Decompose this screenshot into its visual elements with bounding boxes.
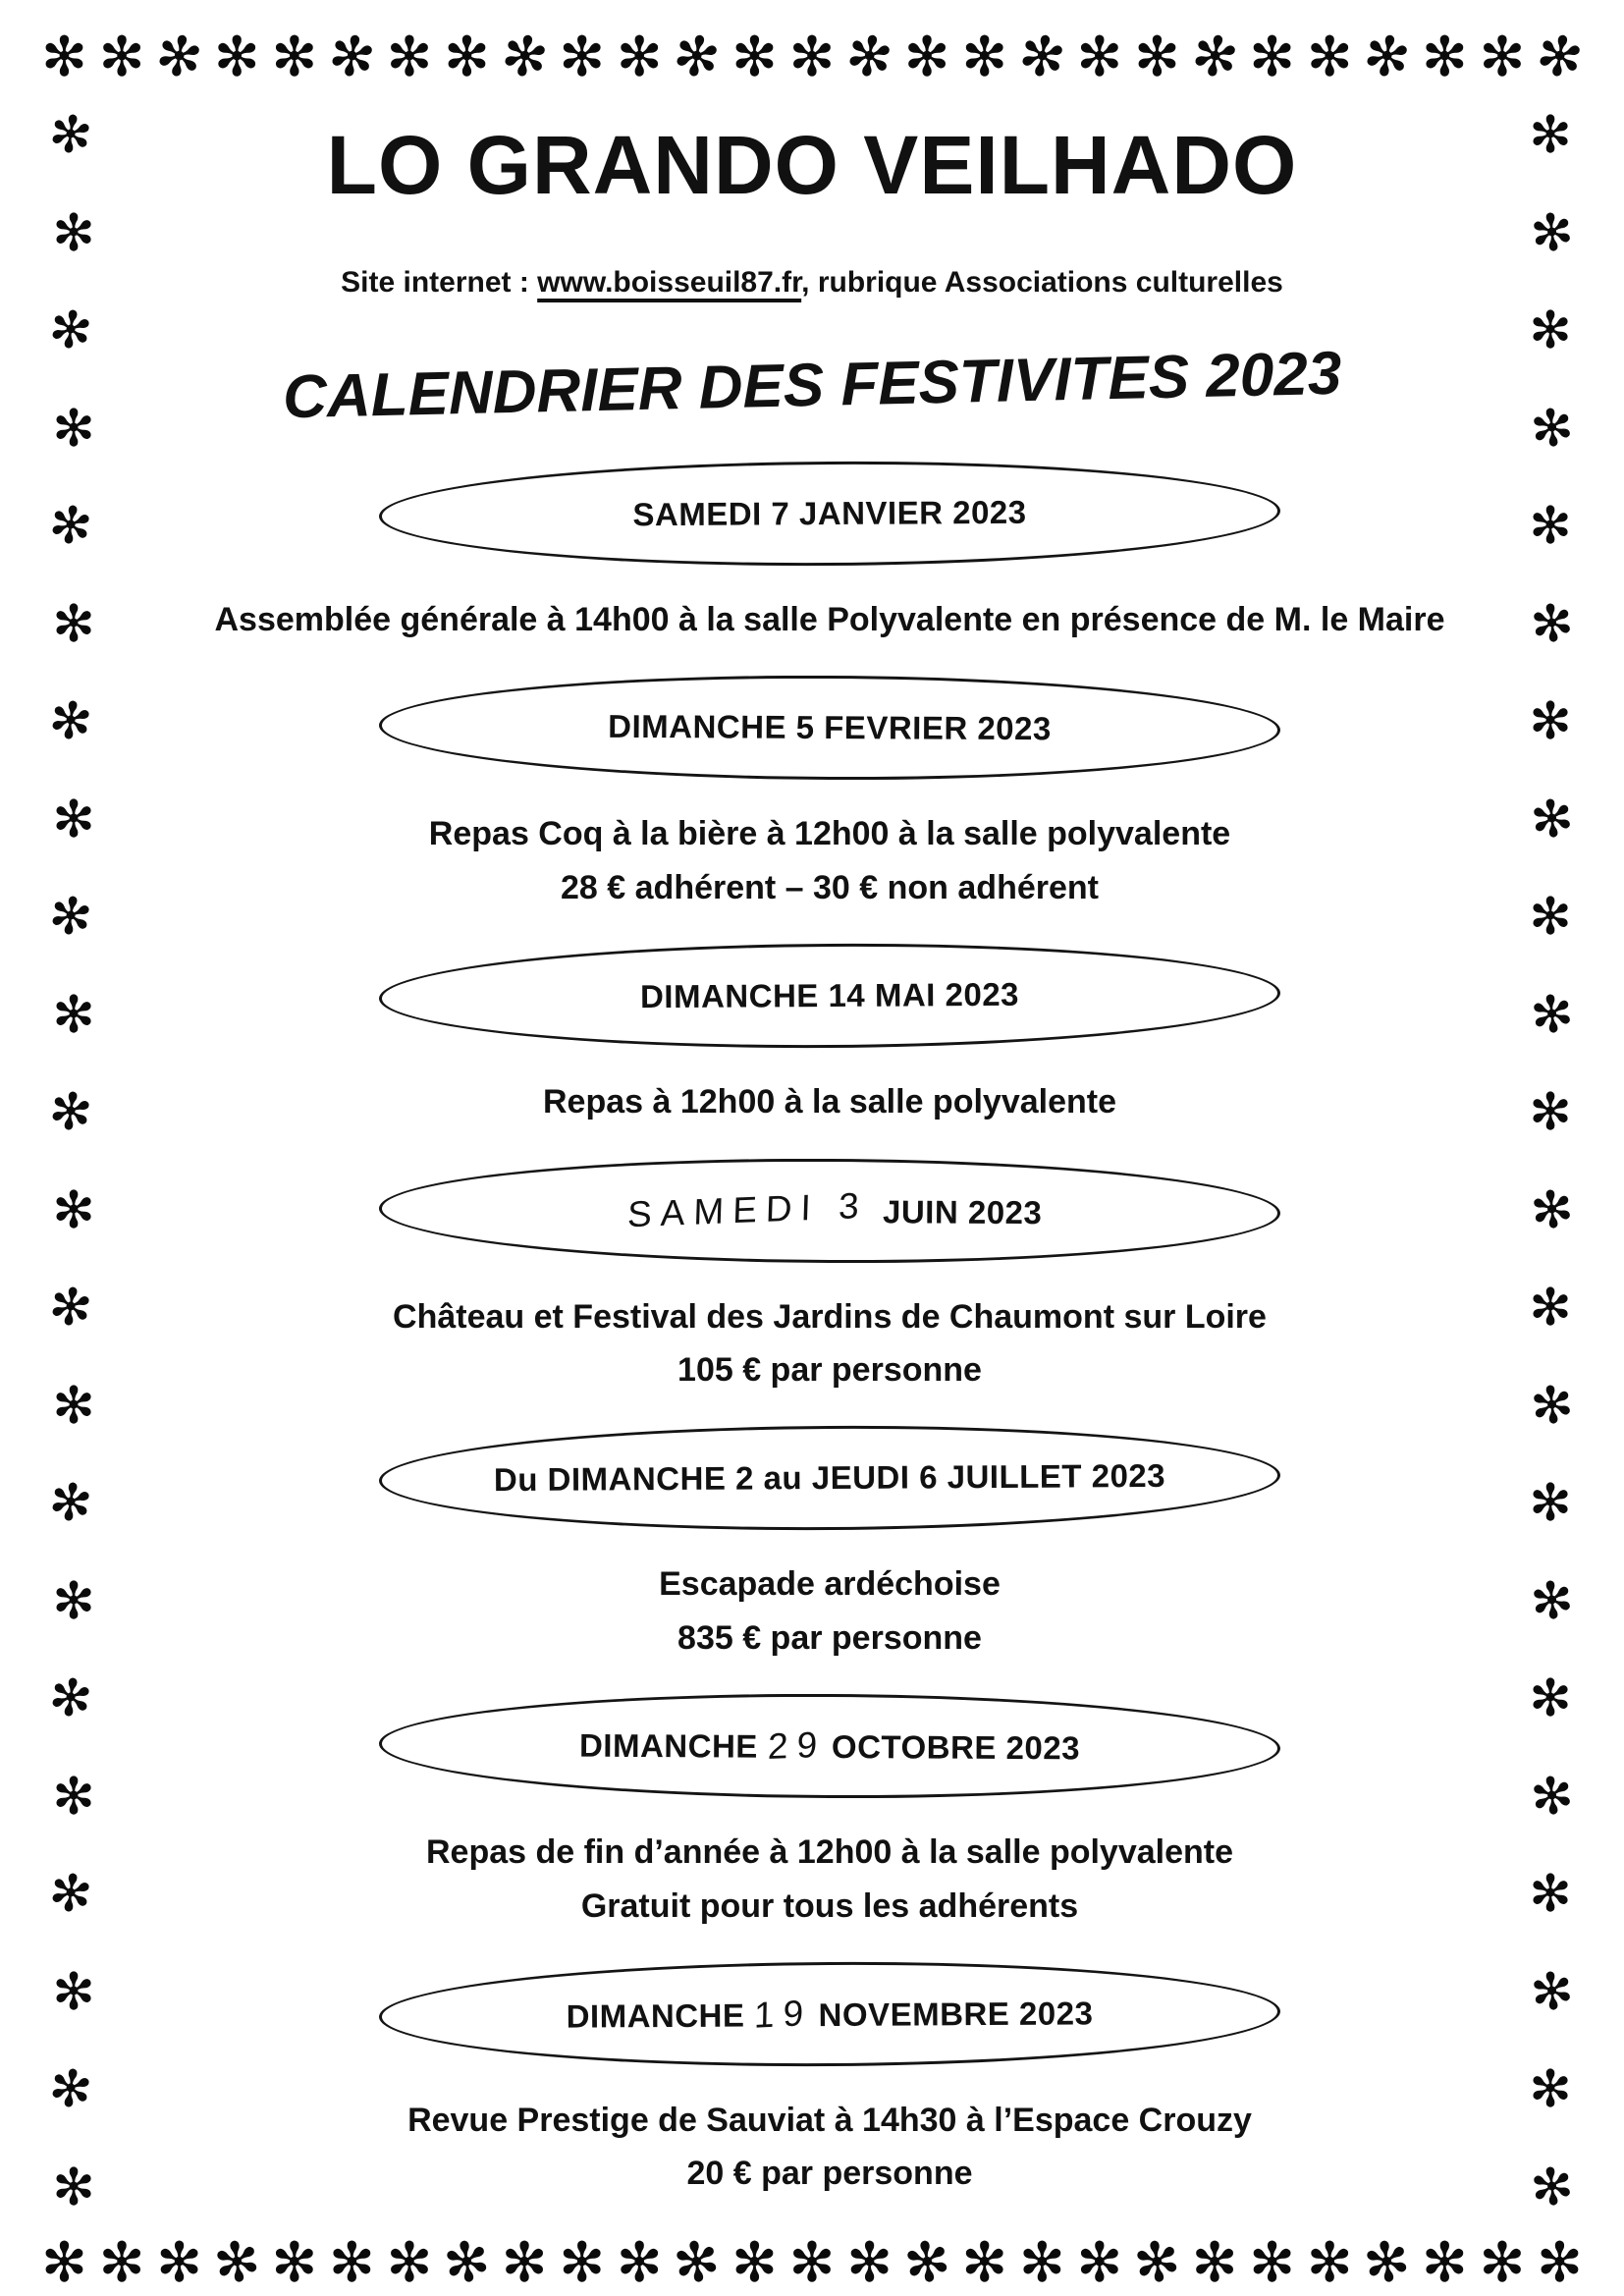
- flower-ornament-icon: ✻: [1528, 398, 1577, 460]
- event-date-oval: [379, 1959, 1281, 2069]
- flower-ornament-icon: ✻: [45, 690, 96, 753]
- flower-ornament-icon: ✻: [1133, 26, 1180, 87]
- event-date-text: [640, 976, 1019, 1015]
- flower-ornament-icon: ✻: [52, 400, 95, 458]
- flower-ornament-icon: ✻: [669, 22, 726, 91]
- flower-ornament-icon: ✻: [1528, 1179, 1577, 1241]
- flower-ornament-icon: ✻: [45, 1667, 96, 1731]
- flower-ornament-icon: ✻: [439, 2228, 495, 2296]
- flower-ornament-icon: ✻: [788, 2231, 836, 2293]
- printed-date-part: DIMANCHE 14 MAI 2023: [639, 975, 1020, 1015]
- flower-ornament-icon: ✻: [1528, 789, 1577, 850]
- flower-ornament-icon: ✻: [1529, 693, 1572, 751]
- flower-ornament-icon: ✻: [1529, 1280, 1572, 1338]
- flower-ornament-icon: ✻: [1528, 2157, 1577, 2218]
- flower-border-left: [43, 104, 104, 2216]
- site-line-suffix: , rubrique Associations culturelles: [801, 266, 1283, 299]
- flower-ornament-icon: ✻: [151, 22, 208, 91]
- flower-ornament-icon: ✻: [45, 495, 96, 558]
- flower-ornament-icon: ✻: [52, 204, 95, 262]
- flower-ornament-icon: ✻: [156, 2231, 203, 2293]
- flower-ornament-icon: ✻: [1528, 593, 1577, 655]
- event-text-line: Repas de fin d’année à 12h00 à la salle polyvalente: [425, 1833, 1234, 1872]
- flower-ornament-icon: ✻: [1529, 889, 1572, 947]
- flower-ornament-icon: ✻: [961, 26, 1008, 87]
- event-date-oval: [379, 459, 1281, 569]
- flower-ornament-icon: ✻: [52, 595, 95, 653]
- flower-ornament-icon: ✻: [1249, 26, 1296, 87]
- flower-ornament-icon: ✻: [1421, 2231, 1468, 2293]
- event-text-line: 105 € par personne: [677, 1350, 982, 1389]
- flower-ornament-icon: ✻: [1529, 1475, 1572, 1533]
- flower-ornament-icon: ✻: [52, 1181, 95, 1239]
- flower-ornament-icon: ✻: [1529, 1084, 1572, 1142]
- website-url: www.boisseuil87.fr: [537, 266, 802, 299]
- event-text-line: 835 € par personne: [677, 1618, 982, 1657]
- flower-ornament-icon: ✻: [45, 1081, 96, 1144]
- event-block: [155, 1665, 1504, 1933]
- flower-ornament-icon: ✻: [52, 986, 95, 1044]
- flower-ornament-icon: ✻: [98, 2231, 145, 2293]
- flower-ornament-icon: ✻: [52, 1963, 95, 2021]
- flower-ornament-icon: ✻: [731, 26, 778, 87]
- flower-ornament-icon: ✻: [213, 26, 260, 87]
- flower-ornament-icon: ✻: [209, 2228, 264, 2296]
- event-date-oval: [379, 1692, 1281, 1801]
- flower-ornament-icon: ✻: [1249, 2231, 1296, 2293]
- flower-ornament-icon: ✻: [1359, 22, 1416, 91]
- event-date-oval: [379, 941, 1281, 1051]
- flower-ornament-icon: ✻: [1528, 1961, 1577, 2023]
- flower-ornament-icon: ✻: [731, 2231, 778, 2293]
- printed-date-part: DIMANCHE: [578, 1726, 758, 1765]
- event-lines: [215, 593, 1445, 646]
- flower-ornament-icon: ✻: [1529, 1670, 1572, 1728]
- flower-ornament-icon: ✻: [788, 26, 836, 87]
- flower-ornament-icon: ✻: [1529, 2061, 1572, 2119]
- flower-ornament-icon: ✻: [1532, 22, 1589, 91]
- event-text-line: Repas à 12h00 à la salle polyvalente: [543, 1083, 1116, 1121]
- flower-ornament-icon: ✻: [1528, 1375, 1577, 1437]
- flower-ornament-icon: ✻: [961, 2231, 1008, 2293]
- flower-ornament-icon: ✻: [45, 886, 96, 949]
- event-date-text: [608, 708, 1052, 747]
- flower-ornament-icon: ✻: [1360, 2228, 1415, 2296]
- printed-date-part: OCTOBRE 2023: [831, 1728, 1081, 1767]
- event-lines: [429, 807, 1230, 914]
- flower-ornament-icon: ✻: [444, 26, 490, 87]
- flower-ornament-icon: ✻: [41, 26, 87, 87]
- event-block: [155, 646, 1504, 914]
- flower-ornament-icon: ✻: [41, 2231, 87, 2293]
- flower-ornament-icon: ✻: [616, 26, 663, 87]
- event-date-text: [632, 494, 1026, 533]
- event-text-line: 20 € par personne: [686, 2155, 973, 2193]
- flower-ornament-icon: ✻: [1528, 1766, 1577, 1828]
- event-date-oval: [379, 1424, 1281, 1534]
- flower-ornament-icon: ✻: [1529, 1866, 1572, 1924]
- events-list: [155, 462, 1504, 2201]
- event-date-oval: [379, 674, 1281, 783]
- event-lines: [543, 1075, 1116, 1128]
- event-date-text: [618, 1184, 1043, 1234]
- flower-ornament-icon: ✻: [899, 2228, 954, 2296]
- flower-ornament-icon: ✻: [1479, 26, 1526, 87]
- flyer-content: [137, 106, 1487, 2241]
- event-block: [155, 1396, 1504, 1665]
- flower-ornament-icon: ✻: [559, 26, 606, 87]
- event-date-text: [494, 1457, 1165, 1499]
- flower-border-bottom: [41, 2228, 1583, 2296]
- site-line-prefix: Site internet :: [341, 266, 538, 299]
- flower-ornament-icon: ✻: [1528, 1570, 1577, 1632]
- handwritten-date-part: 19: [754, 1992, 813, 2036]
- flower-ornament-icon: ✻: [1479, 2231, 1526, 2293]
- flower-ornament-icon: ✻: [841, 22, 898, 91]
- handwritten-date-part: 29: [767, 1723, 827, 1768]
- event-text-line: Escapade ardéchoise: [659, 1565, 1001, 1604]
- printed-date-part: DIMANCHE 5 FEVRIER 2023: [608, 708, 1052, 747]
- flower-ornament-icon: ✻: [45, 1472, 96, 1535]
- flower-ornament-icon: ✻: [1537, 2231, 1583, 2293]
- page-title: LO GRANDO VEILHADO: [326, 119, 1298, 211]
- flower-ornament-icon: ✻: [1529, 302, 1572, 360]
- flower-ornament-icon: ✻: [45, 104, 96, 167]
- flower-ornament-icon: ✻: [1013, 22, 1070, 91]
- flower-ornament-icon: ✻: [501, 2231, 548, 2293]
- calendar-title: CALENDRIER DES FESTIVITES 2023: [282, 339, 1342, 432]
- flower-ornament-icon: ✻: [1529, 498, 1572, 556]
- flower-border-top: [41, 22, 1589, 91]
- flower-ornament-icon: ✻: [1018, 2231, 1065, 2293]
- event-text-line: Repas Coq à la bière à 12h00 à la salle polyvalente: [428, 815, 1231, 853]
- flower-ornament-icon: ✻: [52, 1768, 95, 1826]
- flower-ornament-icon: ✻: [52, 791, 95, 848]
- event-block: [155, 1129, 1504, 1397]
- flower-ornament-icon: ✻: [45, 300, 96, 362]
- flower-ornament-icon: ✻: [903, 26, 950, 87]
- flower-border-right: [1520, 107, 1581, 2218]
- flower-ornament-icon: ✻: [846, 2231, 893, 2293]
- printed-date-part: Du DIMANCHE 2 au JEUDI 6 JUILLET 2023: [493, 1457, 1166, 1499]
- flower-ornament-icon: ✻: [386, 2231, 433, 2293]
- flower-ornament-icon: ✻: [45, 1277, 96, 1339]
- flower-ornament-icon: ✻: [1529, 107, 1572, 164]
- flower-ornament-icon: ✻: [1076, 26, 1123, 87]
- flower-ornament-icon: ✻: [1191, 2231, 1238, 2293]
- event-text-line: 28 € adhérent – 30 € non adhérent: [561, 868, 1099, 906]
- event-date-text: [579, 1724, 1080, 1769]
- printed-date-part: JUIN 2023: [873, 1192, 1043, 1230]
- flower-ornament-icon: ✻: [496, 22, 553, 91]
- event-lines: [407, 2094, 1252, 2201]
- flower-ornament-icon: ✻: [1076, 2231, 1123, 2293]
- flower-ornament-icon: ✻: [670, 2228, 725, 2296]
- flower-ornament-icon: ✻: [271, 2231, 318, 2293]
- flower-ornament-icon: ✻: [1306, 2231, 1353, 2293]
- flower-ornament-icon: ✻: [45, 2058, 96, 2122]
- event-block: [155, 1933, 1504, 2201]
- printed-date-part: NOVEMBRE 2023: [818, 1995, 1094, 2033]
- flower-ornament-icon: ✻: [1129, 2228, 1184, 2296]
- flower-ornament-icon: ✻: [328, 2231, 375, 2293]
- event-block: [155, 914, 1504, 1128]
- flower-ornament-icon: ✻: [1186, 22, 1243, 91]
- event-text-line: Revue Prestige de Sauviat à 14h30 à l’Espace Crouzy: [407, 2101, 1252, 2139]
- handwritten-date-part: SAMEDI 3: [626, 1184, 868, 1234]
- flower-ornament-icon: ✻: [386, 26, 433, 87]
- event-date-text: [567, 1992, 1094, 2036]
- event-block: [155, 462, 1504, 646]
- flower-ornament-icon: ✻: [1306, 26, 1353, 87]
- printed-date-part: SAMEDI 7 JANVIER 2023: [632, 493, 1027, 533]
- printed-date-part: DIMANCHE: [566, 1996, 745, 2035]
- flower-ornament-icon: ✻: [1421, 26, 1468, 87]
- flower-ornament-icon: ✻: [323, 22, 381, 91]
- site-internet-line: [341, 266, 1283, 300]
- event-text-line: Château et Festival des Jardins de Chaumont sur Loire: [393, 1297, 1267, 1336]
- event-lines: [426, 1826, 1233, 1933]
- flower-ornament-icon: ✻: [52, 1377, 95, 1435]
- flower-ornament-icon: ✻: [98, 26, 145, 87]
- flower-ornament-icon: ✻: [1528, 202, 1577, 264]
- flower-ornament-icon: ✻: [271, 26, 318, 87]
- flower-ornament-icon: ✻: [559, 2231, 606, 2293]
- flower-ornament-icon: ✻: [45, 1863, 96, 1927]
- event-text-line: Assemblée générale à 14h00 à la salle Polyvalente en présence de M. le Maire: [214, 601, 1445, 638]
- event-lines: [393, 1290, 1267, 1397]
- flower-ornament-icon: ✻: [1528, 984, 1577, 1046]
- event-date-oval: [379, 1156, 1281, 1265]
- flower-ornament-icon: ✻: [52, 2159, 95, 2216]
- flower-ornament-icon: ✻: [52, 1572, 95, 1630]
- event-text-line: Gratuit pour tous les adhérents: [580, 1886, 1079, 1925]
- flower-ornament-icon: ✻: [616, 2231, 663, 2293]
- event-lines: [659, 1558, 1001, 1665]
